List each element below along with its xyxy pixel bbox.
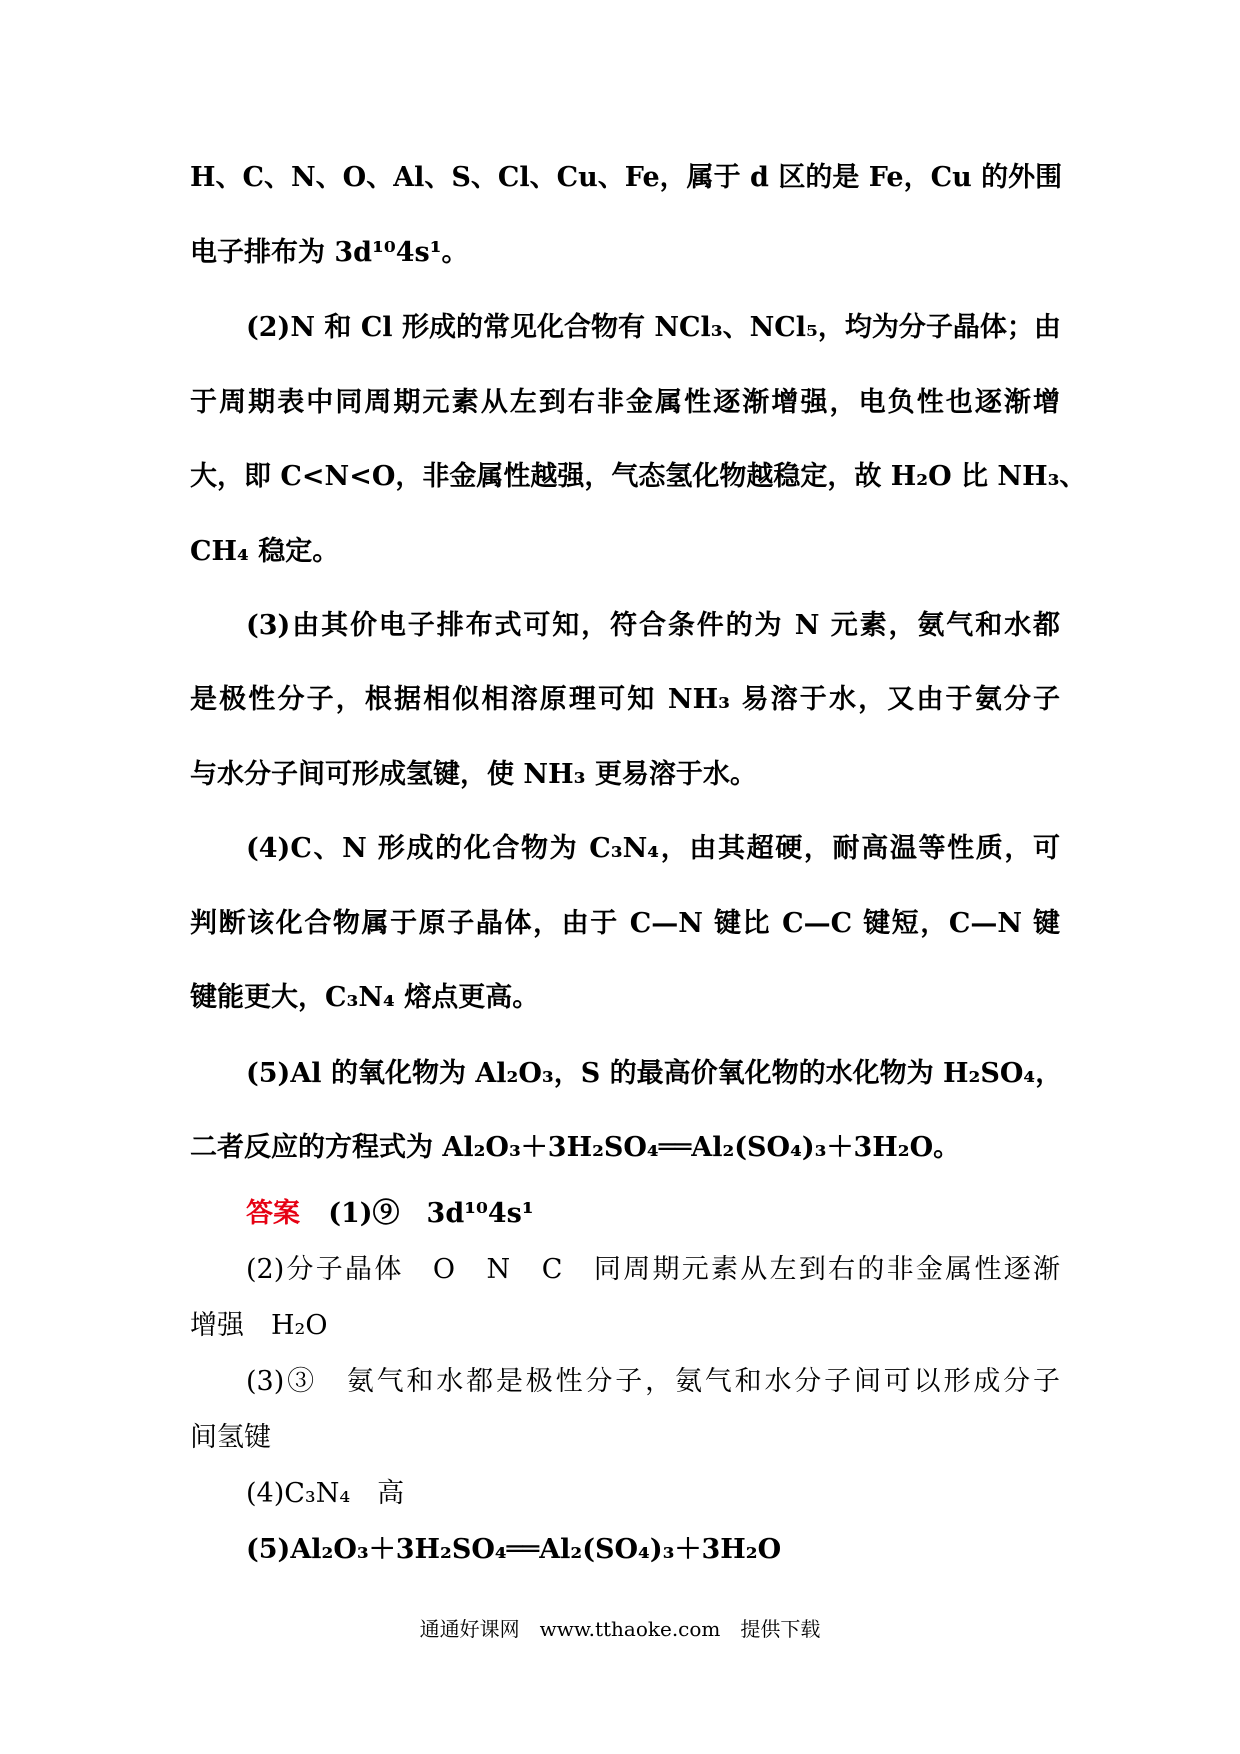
answer-text: (1)⑨ 3d¹⁰4s¹ [328,1198,534,1229]
answer-line: 间氢键 [190,1422,271,1453]
explanation-line: 电子排布为 3d¹⁰4s¹。 [190,237,469,268]
explanation-line: 键能更大，C₃N₄ 熔点更高。 [190,982,540,1013]
answer-label: 答案 [246,1198,300,1229]
explanation-line: 大，即 C<N<O，非金属性越强，气态氢化物越稳定，故 H₂O 比 NH₃、 [190,461,1087,492]
explanation-line: 是极性分子，根据相似相溶原理可知 NH₃ 易溶于水，又由于氨分子 [190,684,1060,715]
explanation-line: 二者反应的方程式为 Al₂O₃＋3H₂SO₄══Al₂(SO₄)₃＋3H₂O。 [190,1132,961,1163]
answer-line [246,1250,1060,1290]
explanation-line: 判断该化合物属于原子晶体，由于 C—N 键比 C—C 键短，C—N 键 [190,908,1060,939]
answer-line-1 [246,1194,1060,1234]
answer-text: (2)分子晶体 O N C 同周期元素从左到右的非金属性逐渐 [246,1254,1060,1285]
explanation-line: (3)由其价电子排布式可知，符合条件的为 N 元素，氨气和水都 [246,610,1060,641]
page-footer: 通通好课网 www.tthaoke.com 提供下载 [419,1617,821,1641]
answer-line [246,1362,1060,1402]
answer-line: (4)C₃N₄ 高 [246,1478,405,1509]
answer-line: 增强 H₂O [190,1310,328,1341]
explanation-line: (5)Al 的氧化物为 Al₂O₃，S 的最高价氧化物的水化物为 H₂SO₄， [246,1058,1063,1089]
explanation-line: CH₄ 稳定。 [190,536,340,567]
explanation-line: 于周期表中同周期元素从左到右非金属性逐渐增强，电负性也逐渐增 [190,387,1060,418]
explanation-line: 与水分子间可形成氢键，使 NH₃ 更易溶于水。 [190,759,757,790]
explanation-line: (4)C、N 形成的化合物为 C₃N₄，由其超硬，耐高温等性质，可 [246,833,1060,864]
explanation-line: H、C、N、O、Al、S、Cl、Cu、Fe，属于 d 区的是 Fe，Cu 的外围 [190,162,1063,193]
answer-line: (5)Al₂O₃＋3H₂SO₄══Al₂(SO₄)₃＋3H₂O [246,1534,782,1565]
answer-text: (3)③ 氨气和水都是极性分子，氨气和水分子间可以形成分子 [246,1366,1060,1397]
explanation-line: (2)N 和 Cl 形成的常见化合物有 NCl₃、NCl₅，均为分子晶体；由 [246,312,1061,343]
